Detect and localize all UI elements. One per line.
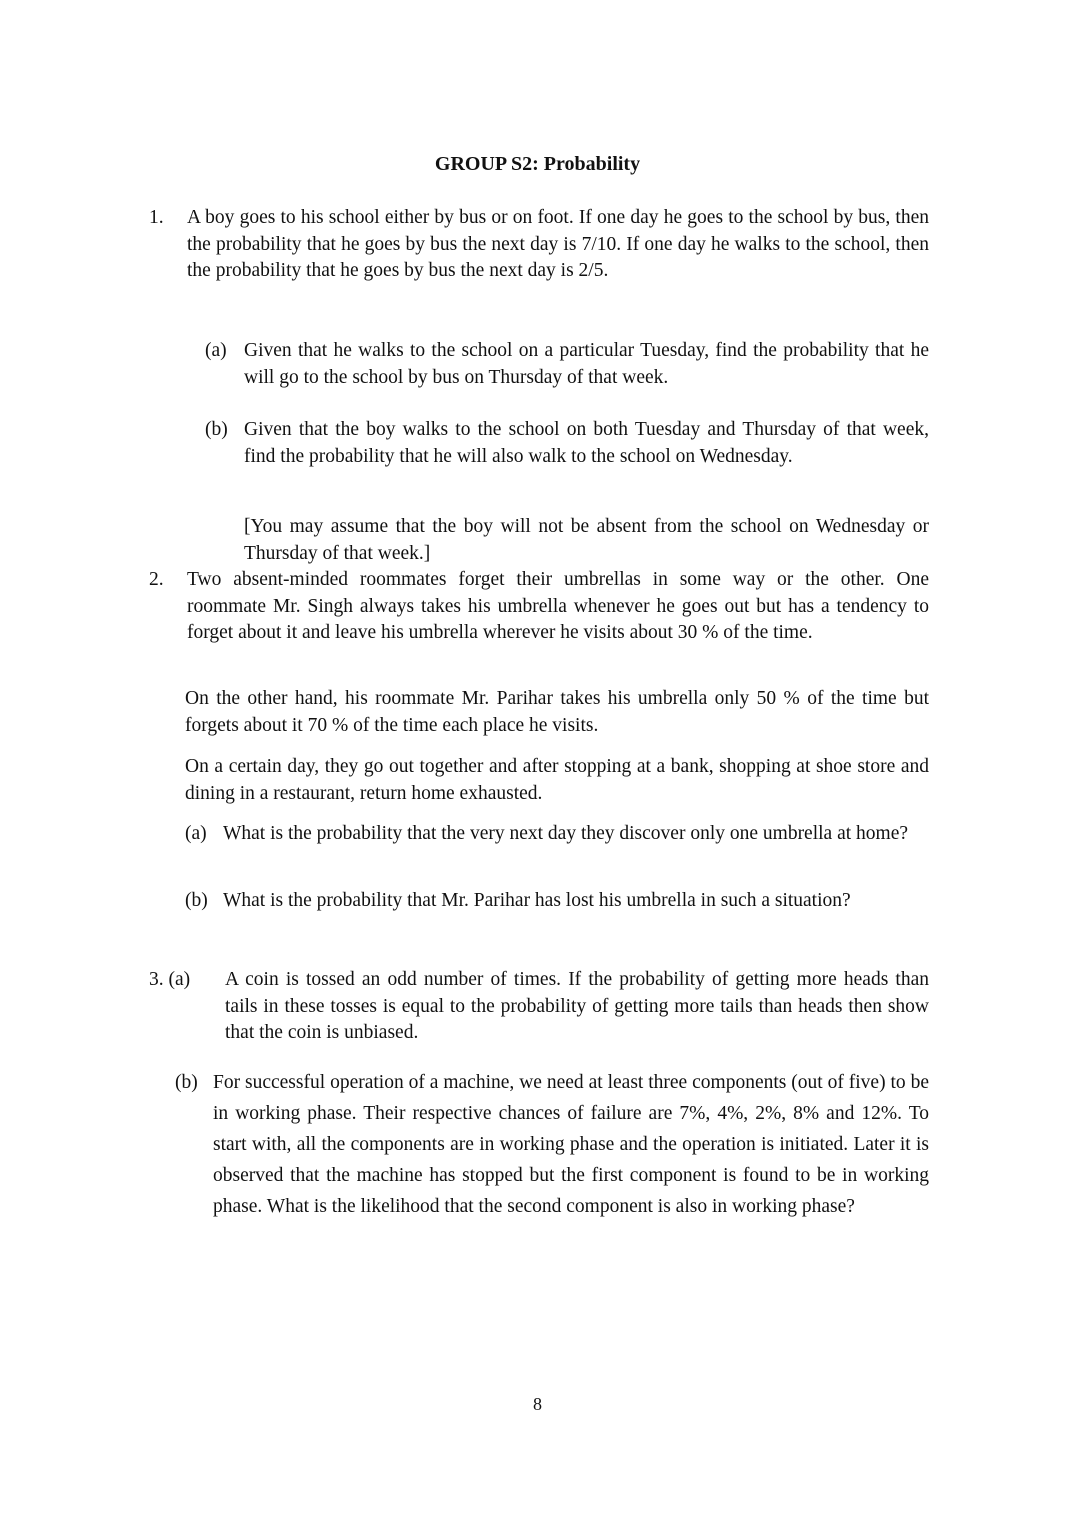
question-1 [149, 205, 929, 285]
question-3-number: 3. (a) [149, 969, 191, 990]
question-3b-text: For successful operation of a machine, we need at least three components (out of five) to be in working phase. Their respective chances of failure are 7%, 4%, 2%, 8% and 12%. To start with, all the components are in working phase and the operation is initiated. Later it is observed that the machine has stopped but the first component is found to be in working phase. What is the likelihood that the second component is also in working phase? [213, 1072, 929, 1217]
question-1b-text: Given that the boy walks to the school on both Tuesday and Thursday of that week, find the probability that he will also walk to the school on Wednesday. [244, 419, 929, 467]
question-1a-label: (a) [205, 340, 227, 361]
question-1b-note [244, 514, 929, 567]
question-1a [205, 338, 929, 391]
page-number: 8 [533, 1394, 542, 1414]
question-1a-text: Given that he walks to the school on a particular Tuesday, find the probability that he will go to the school by bus on Thursday of that week. [244, 340, 929, 388]
question-1b-note-text: [You may assume that the boy will not be absent from the school on Wednesday or Thursday of that week.] [244, 516, 929, 564]
question-2a-label: (a) [185, 823, 207, 844]
page-title: GROUP S2: Probability [434, 153, 641, 175]
question-1b [205, 417, 929, 470]
question-2b [185, 888, 929, 915]
question-2 [149, 567, 929, 647]
question-3b-label: (b) [175, 1072, 198, 1093]
question-3a-text: A coin is tossed an odd number of times. If the probability of getting more heads than tails in these tosses is equal to the probability of getting more tails than heads then show that the coin is unbiased. [225, 969, 929, 1043]
question-2b-label: (b) [185, 890, 208, 911]
question-1-number: 1. [149, 207, 164, 228]
question-2-text: Two absent-minded roommates forget their umbrellas in some way or the other. One roommate Mr. Singh always takes his umbrella whenever he goes out but has a tendency to forget about it and leave his umbrella wherever he visits about 30 % of the time. [187, 569, 929, 643]
question-2-paragraph-3 [185, 754, 929, 807]
question-2-paragraph-3-text: On a certain day, they go out together and after stopping at a bank, shopping at shoe store and dining in a restaurant, return home exhausted. [185, 756, 929, 804]
question-1b-label: (b) [205, 419, 228, 440]
question-1-text: A boy goes to his school either by bus or on foot. If one day he goes to the school by bus, then the probability that he goes by bus the next day is 7/10. If one day he walks to the school, then the probability that he goes by bus the next day is 2/5. [187, 207, 929, 281]
question-2-paragraph-2 [185, 686, 929, 739]
question-2a [185, 821, 929, 848]
question-2-number: 2. [149, 569, 164, 590]
question-2-paragraph-2-text: On the other hand, his roommate Mr. Parihar takes his umbrella only 50 % of the time but forgets about it 70 % of the time each place he visits. [185, 688, 929, 736]
question-3a [149, 967, 929, 1047]
question-2b-text: What is the probability that Mr. Parihar has lost his umbrella in such a situation? [223, 890, 851, 911]
question-2a-text: What is the probability that the very next day they discover only one umbrella at home? [223, 823, 909, 844]
question-3b [175, 1067, 929, 1222]
